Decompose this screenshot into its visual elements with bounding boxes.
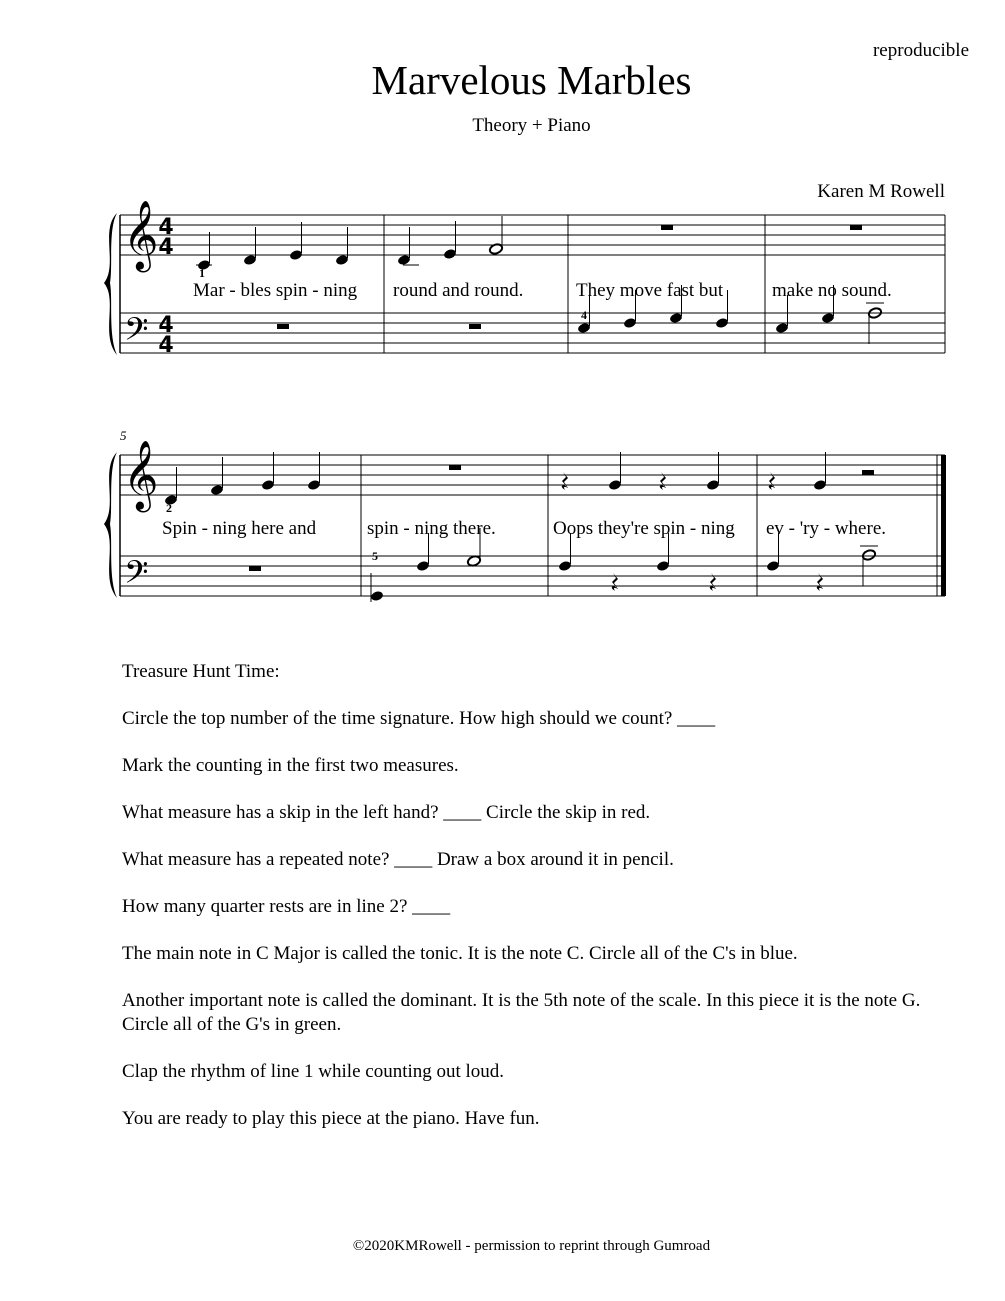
note	[862, 549, 877, 561]
final-barline	[941, 455, 946, 596]
note	[623, 317, 637, 329]
time-signature-bottom: 4	[158, 333, 174, 358]
whole-rest	[277, 324, 289, 329]
note	[416, 560, 430, 572]
lyric-measure-4: make no sound.	[772, 280, 892, 301]
fingering-number: 4	[581, 308, 587, 322]
system-1	[104, 200, 945, 358]
worksheet-item: Clap the rhythm of line 1 while counting out loud.	[122, 1061, 505, 1082]
note	[397, 254, 411, 266]
worksheet-item: Mark the counting in the first two measures.	[122, 755, 459, 776]
note	[669, 312, 683, 324]
note	[813, 479, 827, 491]
worksheet-item: You are ready to play this piece at the piano. Have fun.	[122, 1108, 540, 1129]
lyric-measure-2: round and round.	[393, 280, 524, 301]
brace-2	[104, 452, 117, 598]
time-signature-top: 4	[158, 215, 174, 240]
worksheet-item: How many quarter rests are in line 2? ____	[122, 896, 451, 917]
whole-rest	[661, 225, 673, 230]
lyric-measure-6: spin - ning there.	[367, 518, 496, 539]
whole-rest	[449, 465, 461, 470]
worksheet-item: What measure has a skip in the left hand? ____ Circle the skip in red.	[122, 802, 651, 823]
lyric-measure-1: Mar - bles spin - ning	[193, 280, 358, 301]
note	[335, 254, 349, 266]
note	[307, 479, 321, 491]
worksheet-item: What measure has a repeated note? ____ Draw a box around it in pencil.	[122, 849, 674, 870]
note	[766, 560, 780, 572]
time-signature-top: 4	[158, 313, 174, 338]
note	[289, 249, 303, 261]
lyric-measure-3: They move fast but	[576, 280, 724, 301]
lyric-measure-8: ev - 'ry - where.	[766, 518, 887, 539]
worksheet-questions	[122, 660, 942, 1154]
reproducible-label: reproducible	[872, 40, 969, 61]
bass-clef-icon: 𝄢	[124, 311, 149, 355]
note	[608, 479, 622, 491]
page-subtitle: Theory + Piano	[472, 115, 591, 136]
note	[370, 590, 384, 602]
brace-1	[104, 213, 117, 355]
note	[558, 560, 572, 572]
lyric-measure-5: Spin - ning here and	[162, 518, 317, 539]
whole-rest	[850, 225, 862, 230]
music-score	[0, 0, 1005, 640]
note	[243, 254, 257, 266]
fingering-number: 1	[199, 266, 205, 280]
system-2	[104, 428, 946, 602]
note	[443, 248, 457, 260]
half-rest	[862, 470, 874, 475]
worksheet-item: The main note in C Major is called the tonic. It is the note C. Circle all of the C's in blue.	[122, 943, 798, 964]
page-title: Marvelous Marbles	[371, 57, 692, 103]
worksheet-item: Another important note is called the dominant. It is the 5th note of the scale. In this piece it is the note G. Circle all of the G's in green.	[122, 990, 921, 1035]
bass-clef-icon: 𝄢	[124, 554, 149, 598]
composer-name: Karen M Rowell	[817, 181, 945, 202]
note	[467, 555, 482, 567]
copyright-footer: ©2020KMRowell - permission to reprint through Gumroad	[352, 1238, 711, 1254]
note	[715, 317, 729, 329]
treble-clef-icon: 𝄞	[123, 200, 159, 270]
note	[577, 322, 591, 334]
fingering-number: 2	[166, 501, 172, 515]
time-signature-bottom: 4	[158, 235, 174, 260]
worksheet-heading: Treasure Hunt Time:	[122, 661, 280, 682]
note	[706, 479, 720, 491]
note	[210, 484, 224, 496]
whole-rest	[249, 566, 261, 571]
note	[775, 322, 789, 334]
treble-clef-icon: 𝄞	[123, 440, 159, 510]
worksheet-item: Circle the top number of the time signature. How high should we count? ____	[122, 708, 716, 729]
note	[656, 560, 670, 572]
measure-number: 5	[120, 428, 127, 443]
fingering-number: 5	[372, 549, 378, 563]
note	[821, 312, 835, 324]
lyric-measure-7: Oops they're spin - ning	[553, 518, 735, 539]
note	[261, 479, 275, 491]
whole-rest	[469, 324, 481, 329]
